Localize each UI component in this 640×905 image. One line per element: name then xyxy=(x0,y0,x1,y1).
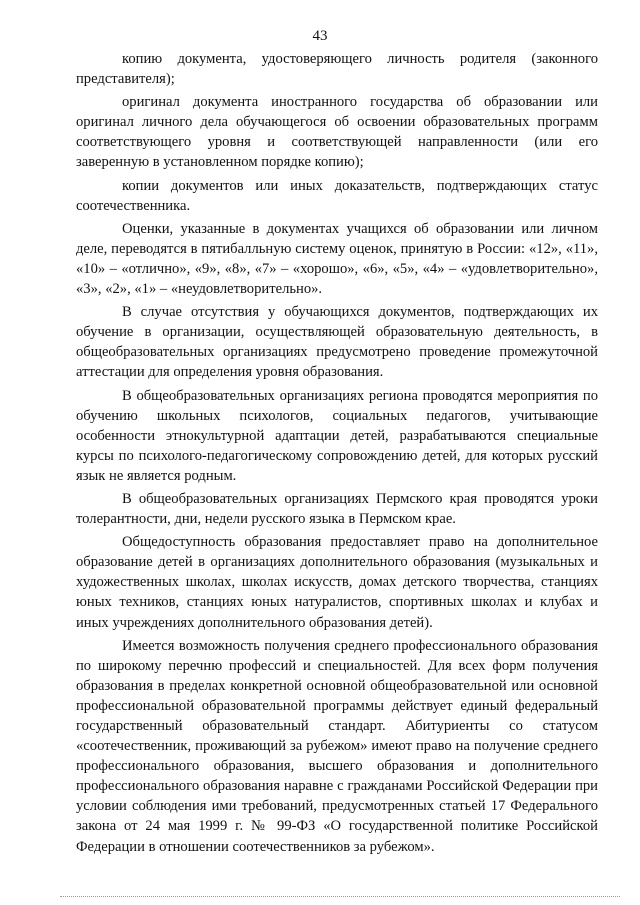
paragraph-grade-conversion: Оценки, указанные в документах учащихся об образовании или личном деле, переводятся в пятибалльную систему оценок, принятую в России: «12», «11», «10» – «отлично», «9», «8», «7» – «хорошо», «6», «5», «4» – «удовлетворительно», «3», «2», «1» – «неудовлетворительно». xyxy=(76,220,598,298)
scan-edge-line xyxy=(60,896,620,898)
paragraph-parent-id-copy: копию документа, удостоверяющего личность родителя (законного представителя); xyxy=(76,51,598,88)
paragraph-professional-education: Имеется возможность получения среднего профессионального образования по широкому перечню профессий и специальностей. Для всех форм получения образования в пределах конкретной основной общеобразовательной или основной профессиональной образовательной программы действует единый федеральный государственный образовательный стандарт. Абитуриенты со статусом «соотечественник, проживающий за рубежом» имеют право на получение среднего профессионального образования, высшего образования и дополнительного профессионального образования наравне с гражданами Российской Федерации при условии соблюдения ими требований, предусмотренных статьей 17 Федерального закона от 24 мая 1999 г. № 99-ФЗ «О государственной политике Российской Федерации в отношении соотечественников за рубежом». xyxy=(76,637,598,855)
paragraph-tolerance-lessons: В общеобразовательных организациях Пермского края проводятся уроки толерантности, дни, недели русского языка в Пермском крае. xyxy=(76,490,598,528)
paragraph-compatriot-status-documents: копии документов или иных доказательств, подтверждающих статус соотечественника. xyxy=(76,177,598,214)
paragraph-foreign-education-document: оригинал документа иностранного государства об образовании или оригинал личного дела обучающегося об освоении образовательных программ соответствующего уровня и соответствующей направленности (или его заверенную в установленном порядке копию); xyxy=(76,94,598,171)
paragraph-additional-education: Общедоступность образования предоставляет право на дополнительное образование детей в организациях дополнительного образования (музыкальных и художественных школах, школах искусств, домах детского творчества, станциях юных техников, станциях юных натуралистов, спортивных школах и клубах и иных учреждениях дополнительного образования детей). xyxy=(76,534,598,631)
page-number: 43 xyxy=(312,28,328,44)
paragraph-psychologist-training: В общеобразовательных организациях региона проводятся мероприятия по обучению школьных психологов, социальных педагогов, учитывающие особенности этнокультурной адаптации детей, разрабатываются специальные курсы по психолого-педагогическому сопровождению детей, для которых русский язык не является родным. xyxy=(76,387,598,484)
paragraph-intermediate-attestation: В случае отсутствия у обучающихся документов, подтверждающих их обучение в организации, осуществляющей образовательную деятельность, в общеобразовательных организациях предусмотрено проведение промежуточной аттестации для определения уровня образования. xyxy=(76,304,598,381)
document-body xyxy=(76,49,598,860)
